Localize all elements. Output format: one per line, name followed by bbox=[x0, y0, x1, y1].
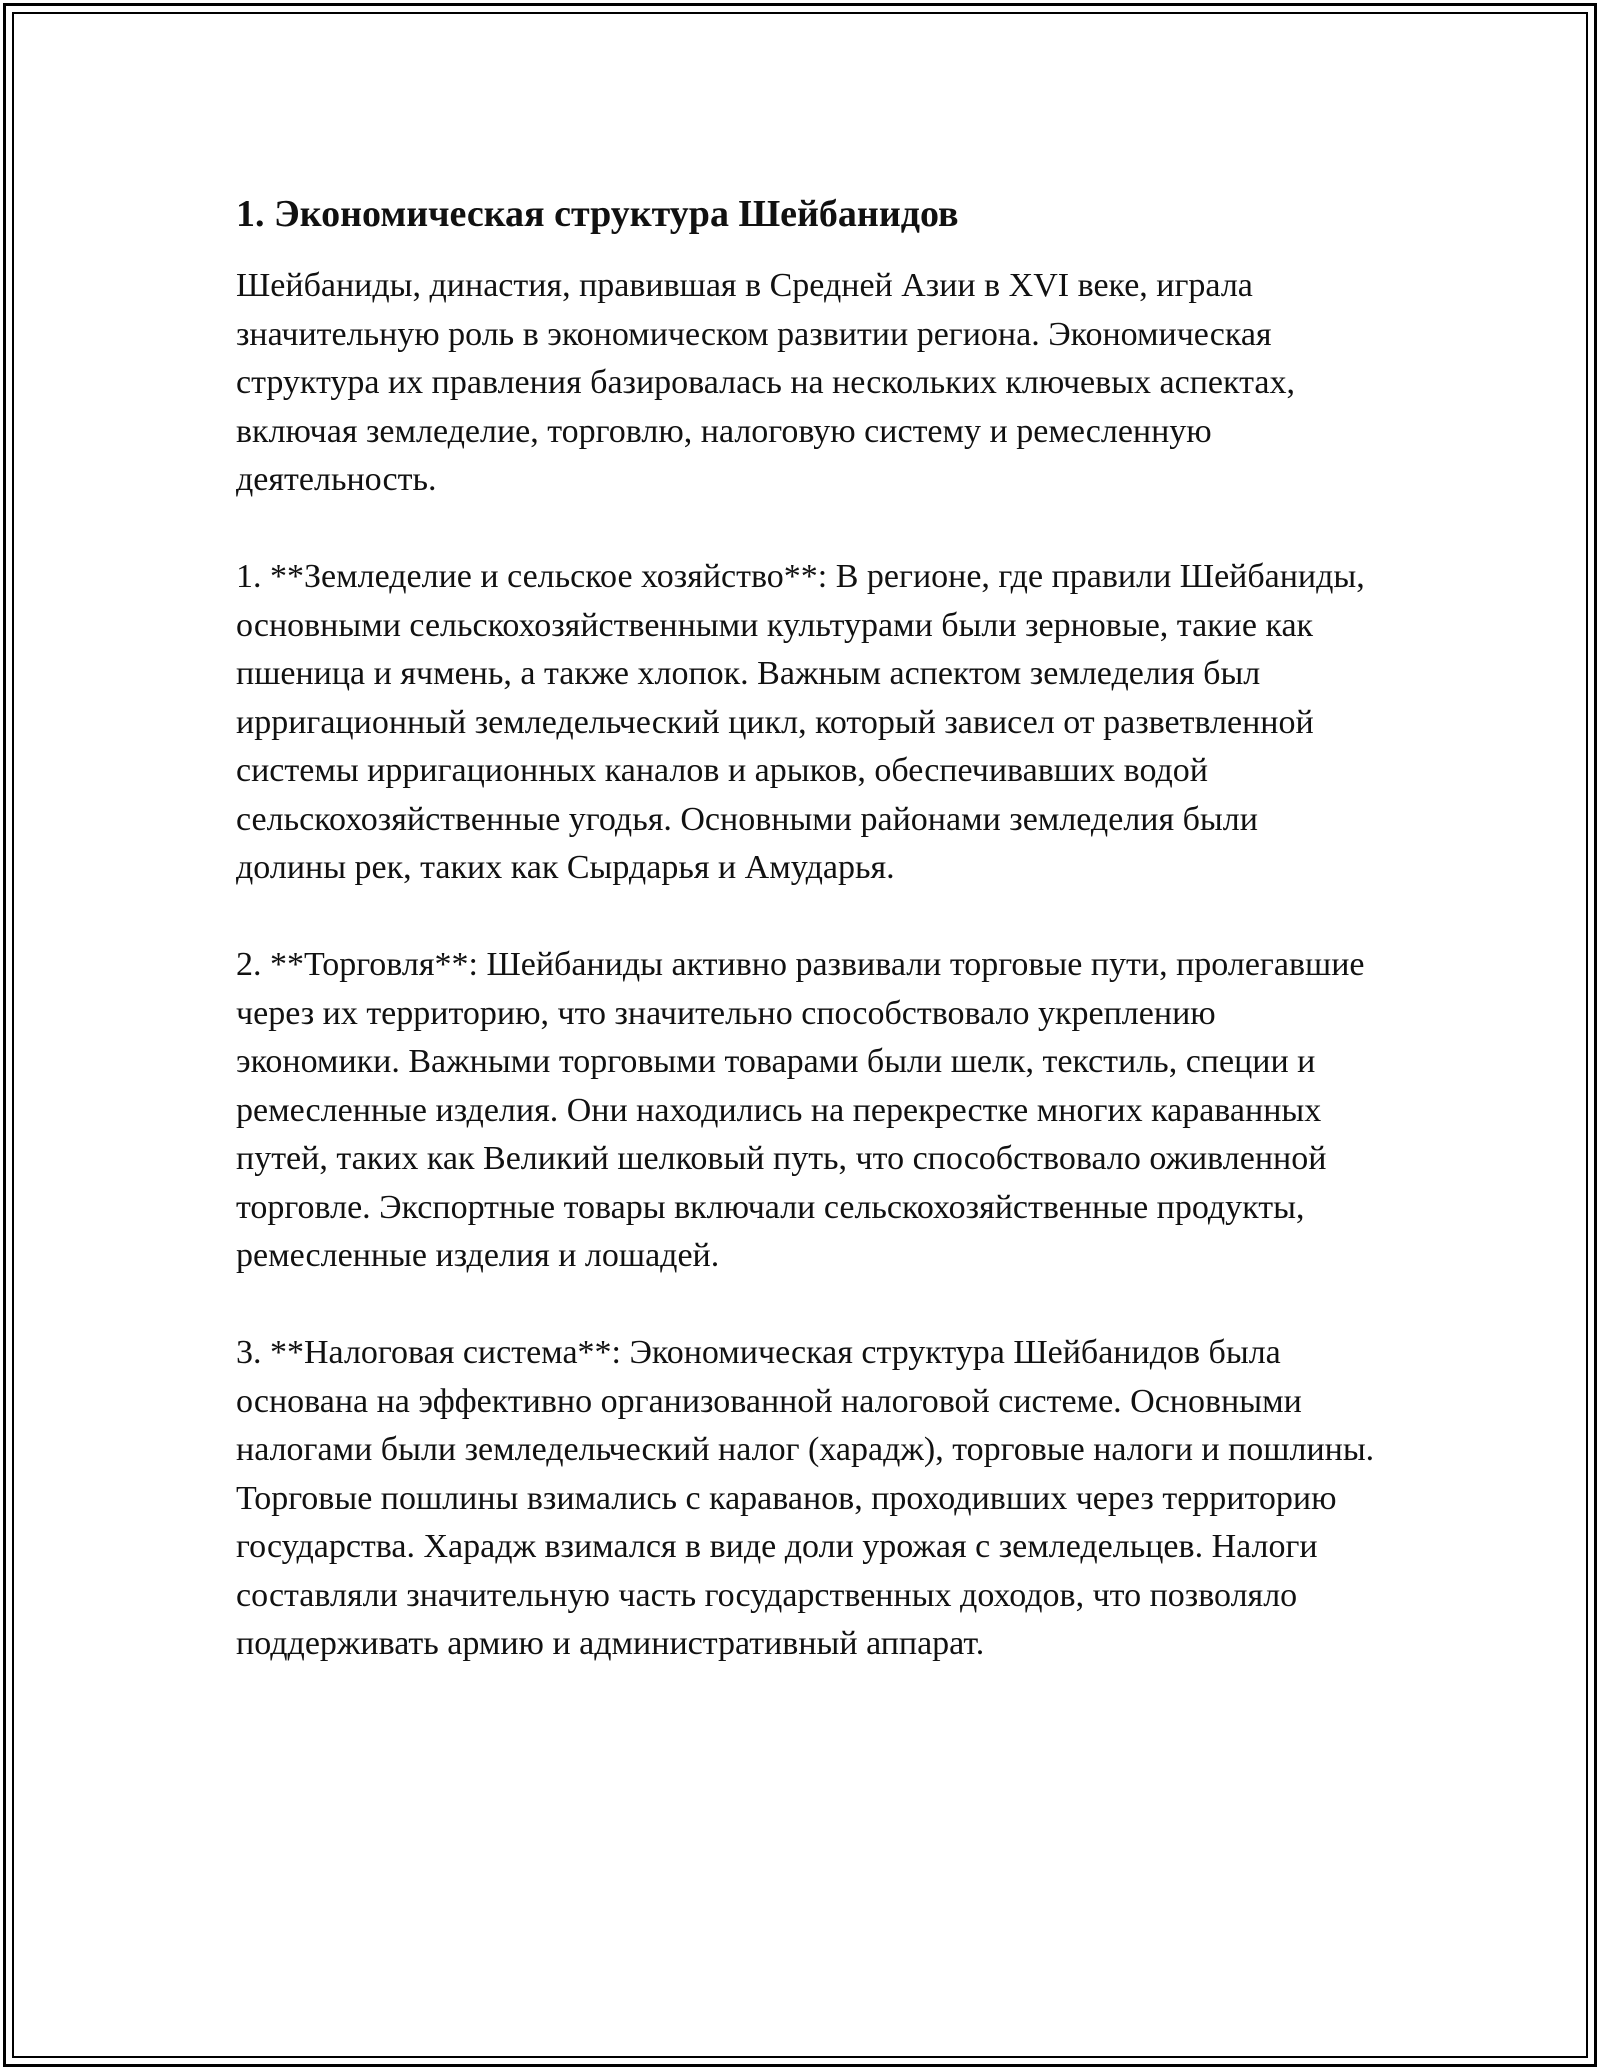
tax-system-paragraph: 3. **Налоговая система**: Экономическая структура Шейбанидов была основана на эффективно организованной налоговой системе. Основными налогами были земледельческий налог (харадж), торговые налоги и пошлины. Торговые пошлины взимались с караванов, проходивших через территорию государства. Харадж взимался в виде доли урожая с земледельцев. Налоги составляли значительную часть государственных доходов, что позволяло поддерживать армию и административный аппарат. bbox=[236, 1334, 1375, 1662]
trade-paragraph: 2. **Торговля**: Шейбаниды активно развивали торговые пути, пролегавшие через их территорию, что значительно способствовало укреплению экономики. Важными торговыми товарами были шелк, текстиль, специи и ремесленные изделия. Они находились на перекрестке многих караванных путей, таких как Великий шелковый путь, что способствовало оживленной торговле. Экспортные товары включали сельскохозяйственные продукты, ремесленные изделия и лошадей. bbox=[236, 946, 1365, 1274]
document-body bbox=[236, 188, 1376, 1717]
section-heading: 1. Экономическая структура Шейбанидов bbox=[236, 193, 959, 235]
agriculture-paragraph: 1. **Земледелие и сельское хозяйство**: В регионе, где правили Шейбаниды, основными сельскохозяйственными культурами были зерновые, такие как пшеница и ячмень, а также хлопок. Важным аспектом земледелия был ирригационный земледельческий цикл, который зависел от разветвленной системы ирригационных каналов и арыков, обеспечивавших водой сельскохозяйственные угодья. Основными районами земледелия были долины рек, таких как Сырдарья и Амударья. bbox=[236, 558, 1365, 886]
intro-paragraph: Шейбаниды, династия, правившая в Средней Азии в XVI веке, играла значительную роль в экономическом развитии региона. Экономическая структура их правления базировалась на нескольких ключевых аспектах, включая земледелие, торговлю, налоговую систему и ремесленную деятельность. bbox=[236, 267, 1295, 498]
